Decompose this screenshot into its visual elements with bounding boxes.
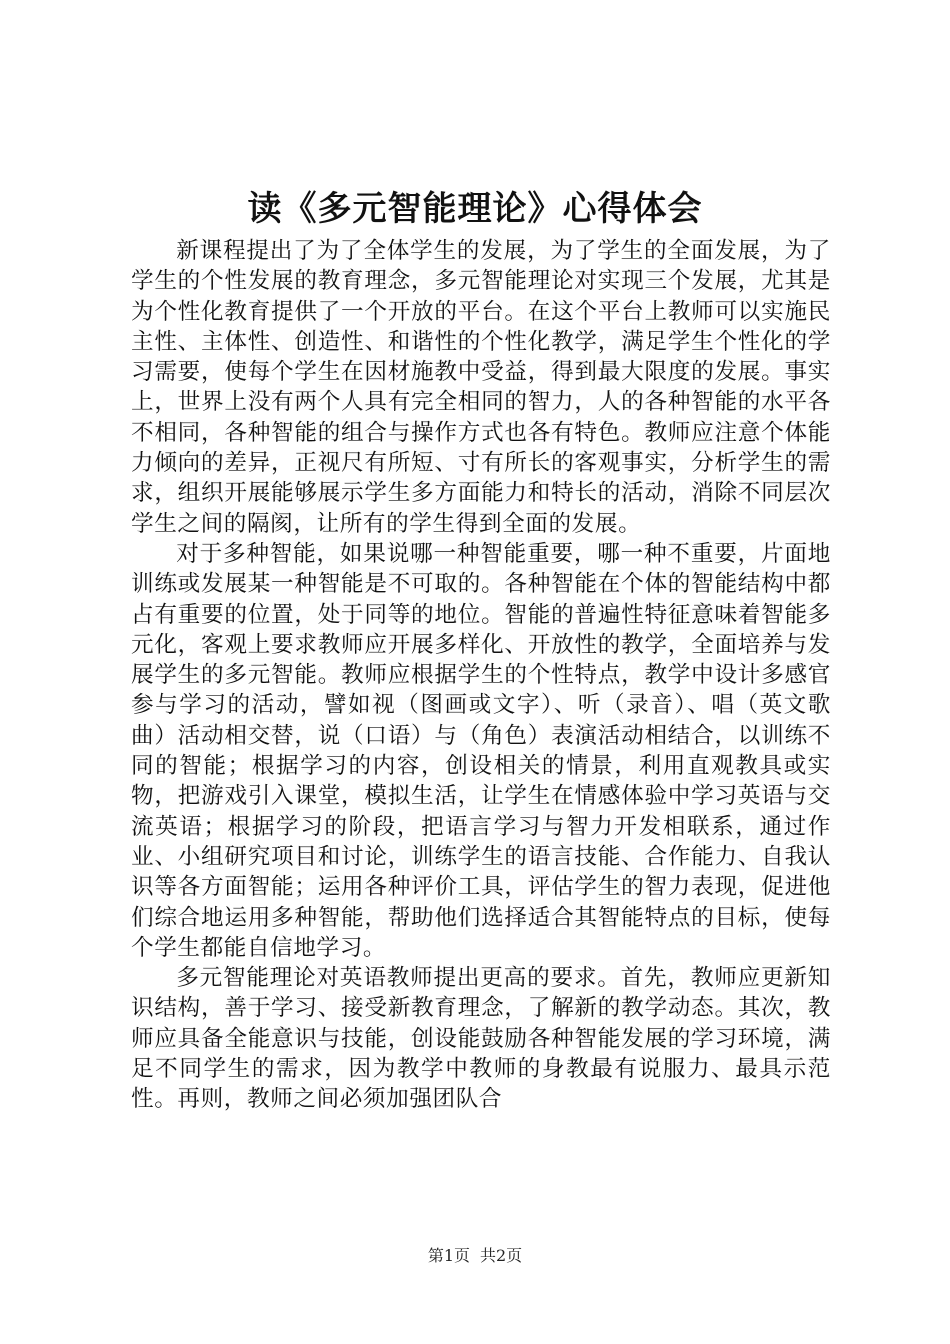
paragraph-2: 对于多种智能，如果说哪一种智能重要，哪一种不重要，片面地训练或发展某一种智能是不可取的。各种智能在个体的智能结构中都占有重要的位置，处于同等的地位。智能的普遍性特征意味着智能多元化，客观上要求教师应开展多样化、开放性的教学，全面培养与发展学生的多元智能。教师应根据学生的个性特点，教学中设计多感官参与学习的活动，譬如视（图画或文字）、听（录音）、唱（英文歌曲）活动相交替，说（口语）与（角色）表演活动相结合，以训练不同的智能；根据学习的内容，创设相关的情景，利用直观教具或实物，把游戏引入课堂，模拟生活，让学生在情感体验中学习英语与交流英语；根据学习的阶段，把语言学习与智力开发相联系，通过作业、小组研究项目和讨论，训练学生的语言技能、合作能力、自我认识等各方面智能；运用各种评价工具，评估学生的智力表现，促进他们综合地运用多种智能，帮助他们选择适合其智能特点的目标，使每个学生都能自信地学习。	[131, 540, 831, 961]
page-footer	[0, 1244, 950, 1268]
page-number-total: 共2页	[480, 1246, 523, 1265]
document-title: 读《多元智能理论》心得体会	[247, 189, 703, 229]
page-number-current: 第1页	[427, 1246, 470, 1265]
paragraph-1: 新课程提出了为了全体学生的发展，为了学生的全面发展，为了学生的个性发展的教育理念，多元智能理论对实现三个发展，尤其是为个性化教育提供了一个开放的平台。在这个平台上教师可以实施民主性、主体性、创造性、和谐性的个性化教学，满足学生个性化的学习需要，使每个学生在因材施教中受益，得到最大限度的发展。事实上，世界上没有两个人具有完全相同的智力，人的各种智能的水平各不相同，各种智能的组合与操作方式也各有特色。教师应注意个体能力倾向的差异，正视尺有所短、寸有所长的客观事实，分析学生的需求，组织开展能够展示学生多方面能力和特长的活动，消除不同层次学生之间的隔阂，让所有的学生得到全面的发展。	[131, 238, 831, 537]
paragraph-3: 多元智能理论对英语教师提出更高的要求。首先，教师应更新知识结构，善于学习、接受新教育理念，了解新的教学动态。其次，教师应具备全能意识与技能，创设能鼓励各种智能发展的学习环境，满足不同学生的需求，因为教学中教师的身教最有说服力、最具示范性。再则，教师之间必须加强团队合	[131, 965, 831, 1113]
document-body	[131, 236, 831, 1115]
